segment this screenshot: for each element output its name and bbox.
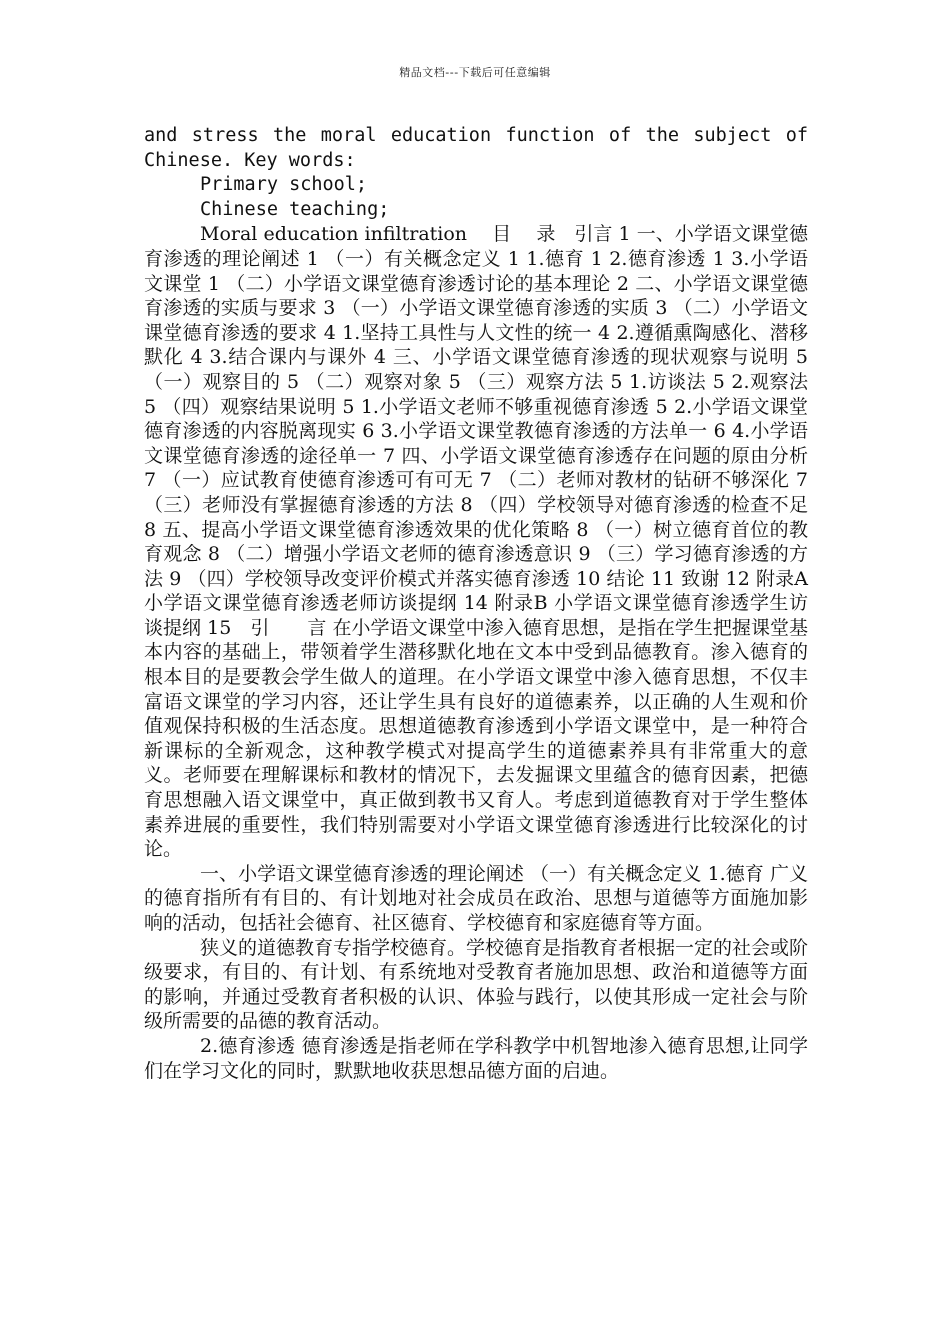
keyword-primary-school: Primary school; [200,174,368,196]
toc-and-introduction-paragraph: Moral education infiltration 目 录 引言 1 一、小学语文课堂德育渗透的理论阐述 1 （一）有关概念定义 1 1.德育 1 2.德育渗透 1 3.小学语文课堂 1 （二）小学语文课堂德育渗透讨论的基本理论 2 二、小学语文课堂德育渗透的实质与要求 3 （一）小学语文课堂德育渗透的实质 3 （二）小学语文课堂德育渗透的要求 4 1.坚持工具性与人文性的统一 4 2.遵循熏陶感化、潜移默化 4 3.结合课内与课外 4 三、小学语文课堂德育渗透的现状观察与说明 5 （一）观察目的 5 （二）观察对象 5 （三）观察方法 5 1.访谈法 5 2.观察法 5 （四）观察结果说明 5 1.小学语文老师不够重视德育渗透 5 2.小学语文课堂德育渗透的内容脱离现实 6 3.小学语文课堂教德育渗透的方法单一 6 4.小学语文课堂德育渗透的途径单一 7 四、小学语文课堂德育渗透存在问题的原由分析 7 （一）应试教育使德育渗透可有可无 7 （二）老师对教材的钻研不够深化 7 （三）老师没有掌握德育渗透的方法 8 （四）学校领导对德育渗透的检查不足 8 五、提高小学语文课堂德育渗透效果的优化策略 8 （一）树立德育首位的教育观念 8 （二）增强小学语文老师的德育渗透意识 9 （三）学习德育渗透的方法 9 （四）学校领导改变评价模式并落实德育渗透 10 结论 11 致谢 12 附录A 小学语文课堂德育渗透老师访谈提纲 14 附录B 小学语文课堂德育渗透学生访谈提纲 15 引 言 在小学语文课堂中渗入德育思想，是指在学生把握课堂基本内容的基础上，带领着学生潜移默化地在文本中受到品德教育。渗入德育的根本目的是要教会学生做人的道理。在小学语文课堂中渗入德育思想，不仅丰富语文课堂的学习内容，还让学生具有良好的道德素养，以正确的人生观和价值观保持积极的生活态度。思想道德教育渗透到小学语文课堂中，是一种符合新课标的全新观念，这种教学模式对提高学生的道德素养具有非常重大的意义。老师要在理解课标和教材的情况下，去发掘课文里蕴含的德育因素，把德育思想融入语文课堂中，真正做到教书又育人。考虑到道德教育对于学生整体素养进展的重要性，我们特别需要对小学语文课堂德育渗透进行比较深化的讨论。 [144,223,808,861]
abstract-tail-paragraph: and stress the moral education function of the subject of Chinese. Key words: [144,125,808,171]
keyword-chinese-teaching: Chinese teaching; [200,198,390,220]
section-one-paragraph: 一、小学语文课堂德育渗透的理论阐述 （一）有关概念定义 1.德育 广义的德育指所有有目的、有计划地对社会成员在政治、思想与道德等方面施加影响的活动，包括社会德育、社区德育、学校德育和家庭德育等方面。 [144,862,808,934]
page-header: 精品文档---下载后可任意编辑 [399,66,551,79]
document-body [144,124,808,1083]
moral-infiltration-paragraph: 2.德育渗透 德育渗透是指老师在学科教学中机智地渗入德育思想,让同学们在学习文化的同时，默默地收获思想品德方面的启迪。 [144,1034,808,1082]
narrow-moral-education-paragraph: 狭义的道德教育专指学校德育。学校德育是指教育者根据一定的社会或阶级要求，有目的、有计划、有系统地对受教育者施加思想、政治和道德等方面的影响，并通过受教育者积极的认识、体验与践行，以使其形成一定社会与阶级所需要的品德的教育活动。 [144,936,809,1033]
